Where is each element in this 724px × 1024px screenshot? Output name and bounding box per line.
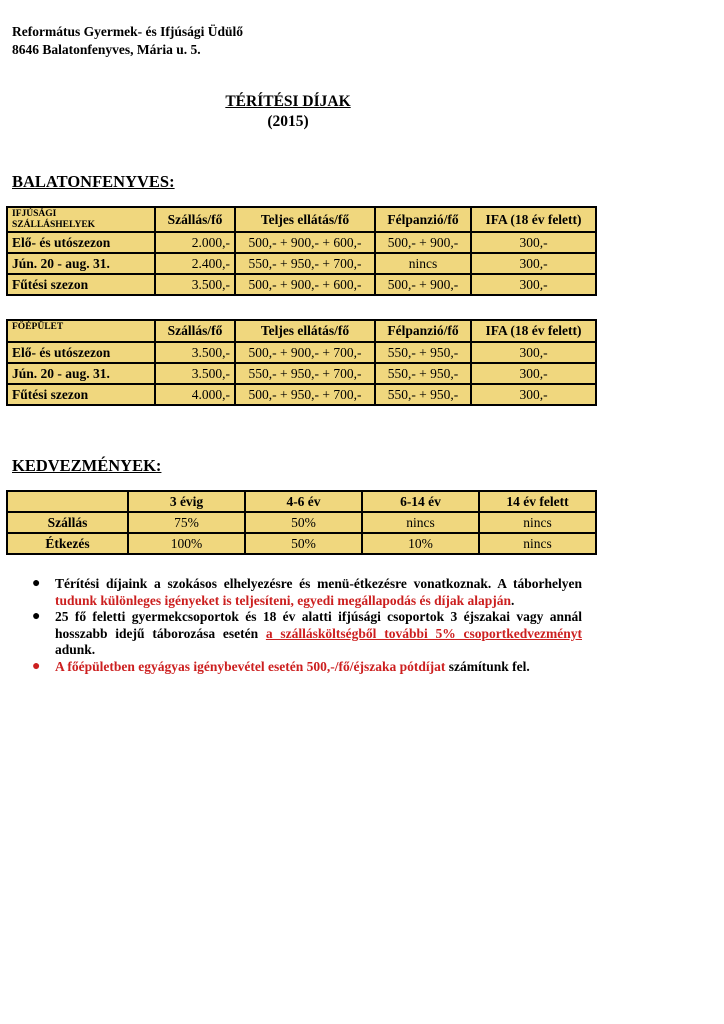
table-cell: nincs — [479, 533, 596, 554]
column-header: IFA (18 év felett) — [471, 207, 596, 232]
institution-address: 8646 Balatonfenyves, Mária u. 5. — [12, 42, 201, 57]
note-text: adunk. — [55, 642, 96, 657]
table-cell: 500,- + 900,- + 700,- — [235, 342, 375, 363]
row-label: Fűtési szezon — [7, 384, 155, 405]
table-corner-label — [7, 207, 155, 232]
row-label: Elő- és utószezon — [7, 232, 155, 253]
table-cell: 2.000,- — [155, 232, 235, 253]
discount-table — [6, 490, 597, 555]
table-cell: 300,- — [471, 363, 596, 384]
table-header-row — [7, 320, 596, 342]
table-cell: 550,- + 950,- — [375, 342, 471, 363]
note-item — [22, 659, 582, 676]
table-row — [7, 342, 596, 363]
table-cell: 550,- + 950,- + 700,- — [235, 363, 375, 384]
column-header: 14 év felett — [479, 491, 596, 512]
table-cell: 100% — [128, 533, 245, 554]
table-cell: 300,- — [471, 253, 596, 274]
row-label: Szállás — [7, 512, 128, 533]
row-label: Jún. 20 - aug. 31. — [7, 363, 155, 384]
column-header: Teljes ellátás/fő — [235, 320, 375, 342]
institution-header — [12, 23, 243, 59]
table-cell: 300,- — [471, 342, 596, 363]
table-cell: 500,- + 900,- + 600,- — [235, 274, 375, 295]
table-corner-label: FŐÉPÜLET — [7, 320, 155, 342]
row-label: Fűtési szezon — [7, 274, 155, 295]
note-highlight: A főépületben egyágyas igénybevétel esetén 500,-/fő/éjszaka pótdíjat — [55, 658, 446, 674]
table-cell: 50% — [245, 512, 362, 533]
notes-list — [22, 576, 582, 675]
column-header: Szállás/fő — [155, 320, 235, 342]
table-cell: nincs — [479, 512, 596, 533]
note-item — [22, 576, 582, 609]
column-header: 4-6 év — [245, 491, 362, 512]
table-row — [7, 232, 596, 253]
title-year: (2015) — [267, 113, 309, 130]
document-title — [0, 92, 576, 132]
table-row — [7, 512, 596, 533]
table-cell: 500,- + 950,- + 700,- — [235, 384, 375, 405]
table-cell: 3.500,- — [155, 274, 235, 295]
table-cell: 500,- + 900,- — [375, 232, 471, 253]
corner-line: IFJÚSÁGI — [12, 209, 57, 219]
bullet-icon: ● — [32, 576, 41, 591]
column-header: Félpanzió/fő — [375, 207, 471, 232]
note-text: . — [511, 592, 515, 608]
table-cell: 3.500,- — [155, 363, 235, 384]
column-header: 6-14 év — [362, 491, 479, 512]
table-cell: 3.500,- — [155, 342, 235, 363]
table-cell: 4.000,- — [155, 384, 235, 405]
column-header: Teljes ellátás/fő — [235, 207, 375, 232]
price-table-ifjusagi — [6, 206, 597, 296]
section-heading-balatonfenyves: BALATONFENYVES: — [12, 172, 175, 191]
table-row — [7, 384, 596, 405]
row-label: Étkezés — [7, 533, 128, 554]
column-header: IFA (18 év felett) — [471, 320, 596, 342]
note-highlight: tudunk különleges igényeket is teljesíteni, egyedi megállapodás és díjak alapján — [55, 592, 512, 608]
bullet-icon: ● — [32, 658, 41, 674]
table-cell: 550,- + 950,- — [375, 363, 471, 384]
table-cell: 500,- + 900,- — [375, 274, 471, 295]
table-row — [7, 533, 596, 554]
table-cell: 2.400,- — [155, 253, 235, 274]
note-text: 25 fő feletti gyermekcsoportok és 18 év alatti ifjúsági csoportok 3 éjszakai vagy annál hosszabb idejű táborozása esetén — [55, 609, 582, 641]
table-cell: 300,- — [471, 232, 596, 253]
column-header: 3 évig — [128, 491, 245, 512]
table-cell: 75% — [128, 512, 245, 533]
table-cell: nincs — [375, 253, 471, 274]
table-cell: 10% — [362, 533, 479, 554]
title-main: TÉRÍTÉSI DÍJAK — [225, 93, 351, 110]
table-cell: 550,- + 950,- — [375, 384, 471, 405]
table-row — [7, 274, 596, 295]
column-header: Szállás/fő — [155, 207, 235, 232]
table-row — [7, 253, 596, 274]
note-text: számítunk fel. — [445, 658, 530, 674]
note-text: Térítési díjaink a szokásos elhelyezésre és menü-étkezésre vonatkoznak. A táborhelyen — [55, 576, 582, 591]
table-header-row — [7, 491, 596, 512]
institution-name: Református Gyermek- és Ifjúsági Üdülő — [12, 24, 243, 39]
bullet-icon: ● — [32, 609, 41, 624]
table-cell: nincs — [362, 512, 479, 533]
table-cell: 300,- — [471, 384, 596, 405]
note-highlight: a szállásköltségből további 5% csoportkedvezményt — [265, 625, 583, 641]
note-item — [22, 609, 582, 659]
table-cell: 500,- + 900,- + 600,- — [235, 232, 375, 253]
row-label: Elő- és utószezon — [7, 342, 155, 363]
row-label: Jún. 20 - aug. 31. — [7, 253, 155, 274]
column-header: Félpanzió/fő — [375, 320, 471, 342]
section-heading-kedvezmenyek: KEDVEZMÉNYEK: — [12, 456, 162, 475]
table-cell: 50% — [245, 533, 362, 554]
table-row — [7, 363, 596, 384]
price-table-foepulet — [6, 319, 597, 406]
table-cell: 300,- — [471, 274, 596, 295]
corner-line: SZÁLLÁSHELYEK — [12, 220, 96, 230]
column-header — [7, 491, 128, 512]
table-header-row — [7, 207, 596, 232]
table-cell: 550,- + 950,- + 700,- — [235, 253, 375, 274]
